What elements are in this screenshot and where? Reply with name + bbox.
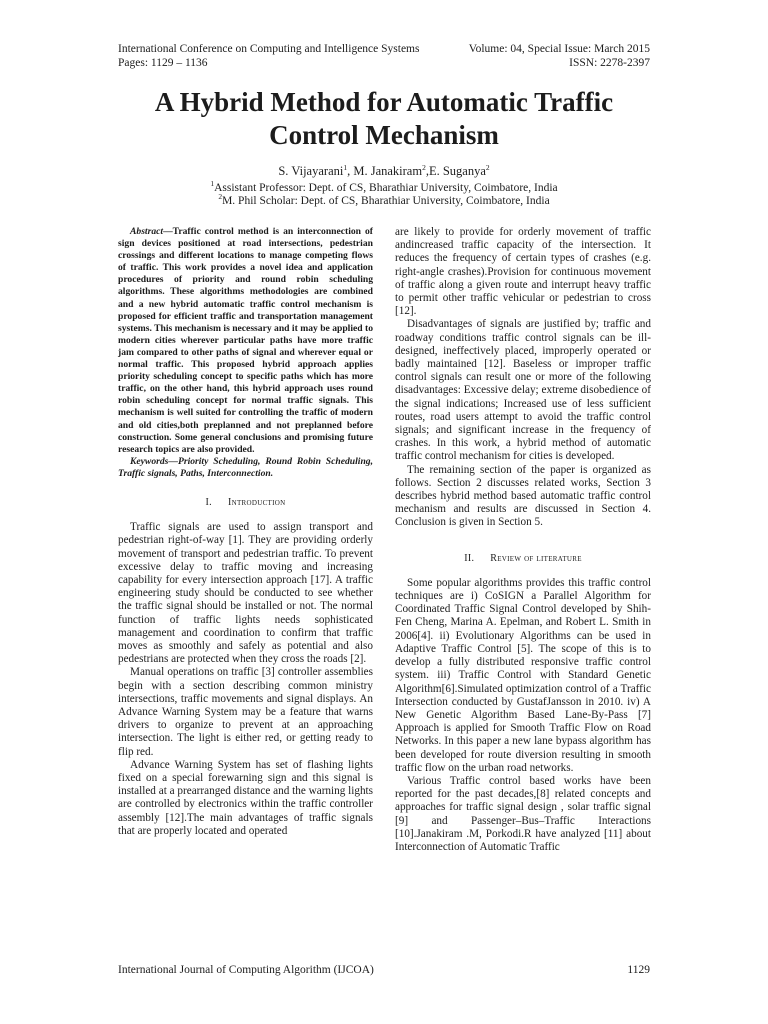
paragraph: are likely to provide for orderly movement of traffic andincreased traffic capacity of the intersection. It reduces the frequency of certain types of crashes (e.g. right-angle crashes).Provision for continuous movement of traffic along a given route and interrupt heavy traffic to permit other traffic vehicular or pedestrian to cross [12]. <box>395 226 651 318</box>
author-1-sup: 1 <box>343 162 348 172</box>
conference-name: International Conference on Computing and Intelligence Systems <box>118 43 420 55</box>
abstract-label: Abstract <box>130 226 164 237</box>
affiliation-2-text: M. Phil Scholar: Dept. of CS, Bharathiar University, Coimbatore, India <box>222 195 550 207</box>
section-1-title: Introduction <box>227 496 286 508</box>
paper-title <box>60 86 708 152</box>
section-heading-introduction <box>118 496 373 509</box>
issn: ISSN: 2278-2397 <box>569 57 650 69</box>
paragraph: Disadvantages of signals are justified by; traffic and roadway conditions traffic control signals can be ill-designed, ineffectively placed, improperly operated or badly maintained [12]. Baseless or improper traffic control signals can result one or more of the following disadvantages: Excessive delay; extreme disobedience of the signal indications; Increased use of less sufficient routes, road users attempt to avoid the traffic control signals; and significant increase in the frequency of crashes. In this work, a hybrid method of automatic traffic control mechanism for cities is developed. <box>395 318 651 463</box>
author-2: , M. Janakiram <box>347 164 423 178</box>
section-heading-review <box>395 552 651 565</box>
title-line-1: A Hybrid Method for Automatic Traffic <box>154 87 614 117</box>
keywords-label: Keywords <box>130 455 169 467</box>
paragraph: Some popular algorithms provides this traffic control techniques are i) CoSIGN a Parallel Algorithm for Coordinated Traffic Signal Control developed by Shih-Fen Cheng, Marina A. Epelman, and Robert L. Smith in 2006[4]. ii) Evolutionary Algorithms can be used in Adaptive Traffic Control [5]. The scope of this is to develop a fully distributed responsive traffic control system. iii) Traffic Control with Standard Genetic Algorithm[6].Simulated optimization control of a Traffic Intersection conducted by GustafJansson in 2010. iv) A New Genetic Algorithm Based Lane-By-Pass [7] Approach is applied for Smooth Traffic Flow on Road Networks. In this paper a new lane bypass algorithm has been developed for route diversion resulting in smooth traffic flow on the urban road networks. <box>395 576 651 774</box>
section-2-number: II. <box>464 552 475 564</box>
right-column <box>395 226 651 854</box>
affiliation-2 <box>0 192 768 208</box>
section-2-title: Review of literature <box>490 552 582 564</box>
affiliation-1-text: Assistant Professor: Dept. of CS, Bharathiar University, Coimbatore, India <box>214 182 558 194</box>
paragraph: Traffic signals are used to assign transport and pedestrian right-of-way [1]. They are providing orderly movement of transport and pedestrian traffic. To prevent excessive delay to traffic moving and increasing capability for every intersection approach [17]. A traffic engineering study should be conducted to see whether the traffic signal should be installed or not. The normal function of traffic lights needs sophisticated management and coordination to confirm that traffic moves as smoothly and safely as potential and also pedestrians are protected when they cross the roads [2]. <box>118 521 373 666</box>
paragraph: Various Traffic control based works have been reported for the past decades,[8] related concepts and approaches for traffic signal design , solar traffic signal [9] and Passenger–Bus–Traffic Interactions [10].Janakiram .M, Porkodi.R have analyzed [11] about Interconnection of Automatic Traffic <box>395 774 651 853</box>
author-1: S. Vijayarani <box>278 164 344 178</box>
running-header-line2 <box>118 56 650 70</box>
affiliation-1 <box>0 179 768 195</box>
abstract-text: —Traffic control method is an interconnection of sign devices positioned at road intersections, pedestrian crossings and different locations to manage competing flows of traffic. This work provides a novel idea and application procedures of priority and round robin scheduling algorithms. These algorithms methodologies are combined and a new hybrid automatic traffic control mechanism is proposed for efficient traffic and transportation management systems. This mechanism is necessary and it may be applied to modern cities wherever particular paths have more traffic jam compared to other paths of signal and wherever equal or normal traffic. This proposed hybrid approach applies priority scheduling concept to specific paths which has more traffic, on the other hand, this hybrid approach uses round robin scheduling concept for normal traffic signals. This mechanism is well suited for controlling the traffic of modern and old cities,both preplanned and not preplanned before construction. Some general conclusions and promising future research topics are also provided. <box>118 226 373 455</box>
paragraph: The remaining section of the paper is organized as follows. Section 2 discusses related works, Section 3 describes hybrid method based automatic traffic control mechanism and results are discussed in Section 4. Conclusion is given in Section 5. <box>395 463 651 529</box>
journal-name: International Journal of Computing Algorithm (IJCOA) <box>118 964 374 976</box>
page-range: Pages: 1129 – 1136 <box>118 57 208 69</box>
author-3: ,E. Suganya <box>425 164 486 178</box>
author-2-sup: 2 <box>422 162 426 172</box>
abstract <box>118 226 373 456</box>
title-line-2: Control Mechanism <box>269 120 499 150</box>
running-header <box>118 42 650 56</box>
affiliation-1-sup: 1 <box>210 179 215 189</box>
keywords-text: —Priority Scheduling, Round Robin Scheduling, Traffic signals, Paths, Interconnection. <box>118 455 373 479</box>
paragraph: Manual operations on traffic [3] controller assemblies begin with a section describing common ministry intersections, traffic movements and signal displays. An Advance Warning System may be a feature that warns drivers to organize to prevent at an approaching intersection. The light is either red, or getting ready to flip red. <box>118 666 373 758</box>
keywords <box>118 456 373 480</box>
page-footer <box>118 964 650 976</box>
author-list <box>0 164 768 179</box>
author-3-sup: 2 <box>485 162 490 172</box>
left-column <box>118 226 373 838</box>
volume-info: Volume: 04, Special Issue: March 2015 <box>468 43 650 55</box>
page-number: 1129 <box>627 964 650 976</box>
section-1-number: I. <box>205 496 212 508</box>
paragraph: Advance Warning System has set of flashing lights fixed on a special forewarning sign and this signal is installed at a prearranged distance and the warning lights are controlled by electronics within the traffic controller assembly [12].The main advantages of traffic signals that are properly located and operated <box>118 758 373 837</box>
affiliation-2-sup: 2 <box>218 192 223 202</box>
